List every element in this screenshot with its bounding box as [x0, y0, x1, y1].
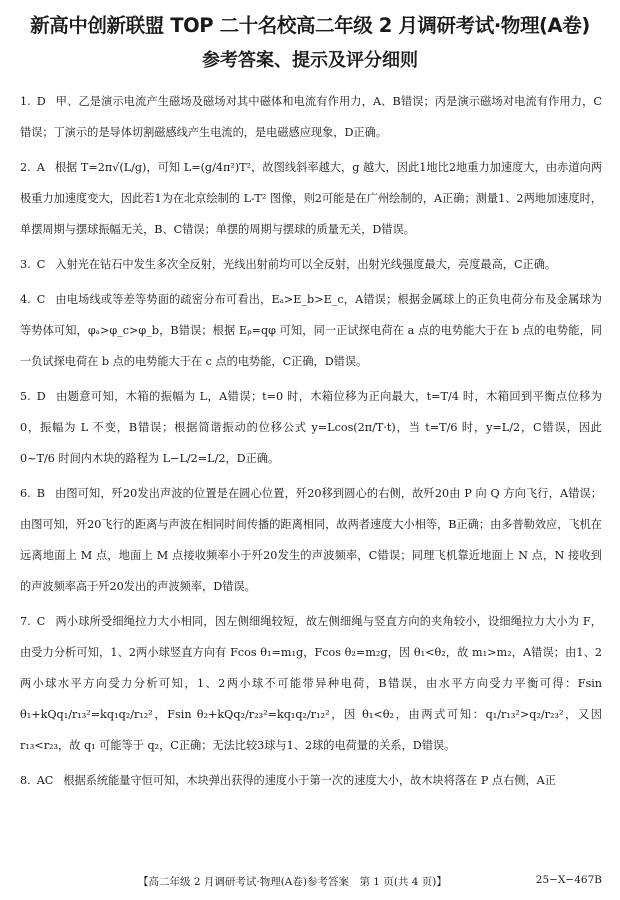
answer-explanation: 根据 T=2π√(L/g)，可知 L=(g/4π²)T²，故图线斜率越大，g 越大，因此1地比2地重力加速度大，由赤道向两极重力加速度变大，因此若1为在北京绘制的 L-T² 图像，则2可能是在广州绘制的，A正确；测量1、2两地加速度时，单摆周期与摆球振幅无关，B、C错误；单摆的周期与摆球的质量无关，D错误。: [20, 161, 602, 236]
question-number: 1.: [20, 95, 31, 108]
answer-explanation: 甲、乙是演示电流产生磁场及磁场对其中磁体和电流有作用力，A、B错误；丙是演示磁场对电流有作用力，C错误；丁演示的是导体切割磁感线产生电流的，是电磁感应现象，D正确。: [20, 95, 602, 139]
question-number: 5.: [20, 390, 31, 403]
answer-item-7: [20, 606, 602, 761]
question-number: 2.: [20, 161, 31, 174]
answer-choice: D: [36, 390, 46, 403]
question-number: 3.: [20, 258, 31, 271]
answer-item-4: [20, 284, 602, 377]
answer-choice: C: [36, 615, 46, 628]
page-footer: [20, 874, 602, 890]
answer-item-8: [20, 765, 602, 796]
answer-list: [20, 86, 602, 800]
answer-explanation: 根据系统能量守恒可知，木块弹出获得的速度小于第一次的速度大小，故木块将落在 P 点右侧，A正: [63, 774, 556, 787]
answer-explanation: 由题意可知，木箱的振幅为 L，A错误；t=0 时，木箱位移为正向最大，t=T/4 时，木箱回到平衡点位移为 0，振幅为 L 不变，B错误；根据简谐振动的位移公式 y=Lcos(2π/T·t)，当 t=T/6 时，y=L/2，C错误，因此 0~T/6 时间内木块的路程为 L−L/2=L/2，D正确。: [20, 390, 602, 465]
answer-choice: C: [36, 258, 46, 271]
document-subtitle: 参考答案、提示及评分细则: [202, 50, 418, 71]
answer-item-1: [20, 86, 602, 148]
answer-choice: B: [36, 487, 45, 500]
document-title: 新高中创新联盟 TOP 二十名校高二年级 2 月调研考试·物理(A卷): [30, 14, 590, 37]
answer-item-5: [20, 381, 602, 474]
question-number: 7.: [20, 615, 31, 628]
answer-item-3: [20, 249, 602, 280]
answer-choice: C: [36, 293, 46, 306]
answer-choice: AC: [36, 774, 54, 787]
question-number: 4.: [20, 293, 31, 306]
answer-explanation: 由电场线或等差等势面的疏密分布可看出，Eₐ>E_b>E_c，A错误；根据金属球上的正负电荷分布及金属球为等势体可知，φₐ>φ_c>φ_b，B错误；根据 Eₚ=qφ 可知，同一正试探电荷在 a 点的电势能大于在 b 点的电势能，同一负试探电荷在 b 点的电势能大于在 c 点的电势能，C正确，D错误。: [20, 293, 602, 368]
answer-explanation: 由图可知，歼20发出声波的位置是在圆心位置，歼20移到圆心的右侧，故歼20由 P 向 Q 方向飞行，A错误；由图可知，歼20飞行的距离与声波在相同时间传播的距离相同，故两者速度大小相等，B正确；由多普勒效应，飞机在远离地面上 M 点，地面上 M 点接收频率小于歼20发生的声波频率，C错误；同理飞机靠近地面上 N 点，N 接收到的声波频率高于歼20发出的声波频率，D错误。: [20, 487, 602, 593]
answer-item-6: [20, 478, 602, 602]
question-number: 6.: [20, 487, 31, 500]
footer-page-info: 【高二年级 2 月调研考试·物理(A卷)参考答案 第 1 页(共 4 页)】: [138, 876, 447, 888]
answer-choice: D: [36, 95, 46, 108]
answer-explanation: 两小球所受细绳拉力大小相同，因左侧细绳较短，故左侧细绳与竖直方向的夹角较小，设细绳拉力大小为 F，由受力分析可知，1、2两小球竖直方向有 Fcos θ₁=m₁g，Fcos θ₂=m₂g，因 θ₁<θ₂，故 m₁>m₂，A错误；由1、2两小球水平方向受力分析可知，1、2两小球不可能带异种电荷，B错误，由水平方向受力平衡可得：Fsin θ₁+kQq₁/r₁₃²=kq₁q₂/r₁₂²，Fsin θ₂+kQq₂/r₂₃²=kq₁q₂/r₁₂²，因 θ₁<θ₂，由两式可知：q₁/r₁₃²>q₂/r₂₃²，又因 r₁₃<r₂₃，故 q₁ 可能等于 q₂，C正确；无法比较3球与1、2球的电荷量的关系，D错误。: [20, 615, 602, 752]
answer-choice: A: [36, 161, 45, 174]
answer-explanation: 入射光在钻石中发生多次全反射，光线出射前均可以全反射，出射光线强度最大，亮度最高，C正确。: [55, 258, 557, 271]
footer-doc-code: 25−X−467B: [535, 874, 602, 886]
question-number: 8.: [20, 774, 31, 787]
answer-item-2: [20, 152, 602, 245]
